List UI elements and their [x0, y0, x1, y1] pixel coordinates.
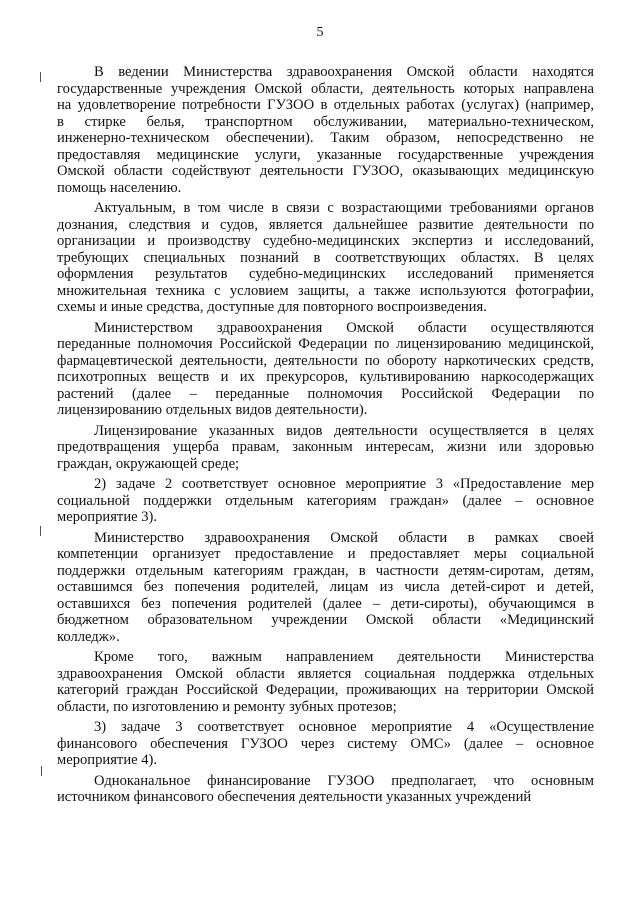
text-line: схемы и иные средства, доступные для повторного воспроизведения.: [57, 299, 487, 315]
text-line: инженерно-техническом обеспечении). Таким образом, непосредственно не: [57, 130, 594, 146]
paragraph: [57, 649, 594, 715]
text-line: помощь населению.: [57, 179, 182, 196]
text-line: В ведении Министерства здравоохранения Омской области находятся: [94, 64, 594, 80]
paragraph: [57, 773, 594, 806]
text-line: множительная техника с условием защиты, а также используются фотографии,: [57, 282, 594, 299]
paragraph: [57, 320, 594, 419]
text-line: Одноканальное финансирование ГУЗОО предполагает, что основным: [94, 772, 594, 789]
text-line: бюджетном образовательном учреждении Омской области «Медицинский: [57, 612, 594, 628]
text-line: компетенции организует предоставление и предоставляет меры социальной: [57, 546, 594, 562]
text-line: лицензированию отдельных видов деятельности).: [57, 402, 368, 418]
text-line: Министерство здравоохранения Омской области в рамках своей: [94, 529, 594, 546]
text-line: государственные учреждения Омской области, деятельность которых направлена: [57, 80, 594, 97]
paragraph: [57, 530, 594, 646]
text-line: дознания, следствия и судов, является дальнейшее развитие деятельности по: [57, 216, 594, 233]
text-line: Омской области содействуют деятельности ГУЗОО, оказывающих медицинскую: [57, 163, 594, 179]
text-line: области, по изготовлению и ремонту зубных протезов;: [57, 698, 397, 715]
paragraph: [57, 64, 594, 196]
text-line: социальной поддержки отдельным категориям граждан» (далее – основное: [57, 492, 594, 509]
text-line: оформления результатов судебно-медицинских исследований применяется: [57, 266, 594, 282]
scan-margin-mark: [40, 72, 41, 82]
document-body: [57, 64, 594, 806]
text-line: фармацевтической деятельности, деятельности по обороту наркотических средств,: [57, 352, 594, 369]
text-line: источником финансового обеспечения деятельности указанных учреждений: [57, 789, 532, 805]
text-line: оставшихся без попечения родителей (далее – дети-сироты), обучающимся в: [57, 595, 594, 612]
scan-margin-mark: [41, 766, 42, 776]
text-line: Министерством здравоохранения Омской области осуществляются: [94, 319, 594, 336]
text-line: Кроме того, важным направлением деятельности Министерства: [94, 649, 594, 665]
text-line: финансового обеспечения ГУЗОО через систему ОМС» (далее – основное: [57, 735, 594, 752]
scan-margin-mark: [40, 526, 41, 536]
text-line: категорий граждан Российской Федерации, проживающих на территории Омской: [57, 682, 594, 698]
paragraph: [57, 423, 594, 473]
text-line: на удовлетворение потребности ГУЗОО в отдельных работах (услугах) (например,: [57, 97, 594, 113]
text-line: Актуальным, в том числе в связи с возрастающими требованиями органов: [94, 200, 594, 216]
text-line: переданные полномочия Российской Федерации по лицензированию медицинской,: [57, 336, 594, 352]
text-line: предоставляя медицинские услуги, указанные государственные учреждения: [57, 146, 594, 163]
text-line: психотропных веществ и их прекурсоров, культивированию наркосодержащих: [57, 369, 594, 385]
text-line: граждан, окружающей среде;: [57, 455, 240, 472]
text-line: предотвращения ущерба правам, законным интересам, жизни или здоровью: [57, 439, 594, 455]
text-line: 2) задаче 2 соответствует основное мероприятие 3 «Предоставление мер: [94, 476, 594, 492]
paragraph: [57, 476, 594, 526]
text-line: в стирке белья, транспортном обслуживании, материально-техническом,: [57, 113, 594, 130]
text-line: оставшимся без попечения родителей, лицам из числа детей-сирот и детей,: [57, 579, 594, 595]
text-line: поддержки отдельным категориям граждан, в частности детям-сиротам, детям,: [57, 562, 594, 579]
text-line: 3) задаче 3 соответствует основное мероприятие 4 «Осуществление: [94, 719, 594, 735]
paragraph: [57, 200, 594, 316]
text-line: здравоохранения Омской области является социальная поддержка отдельных: [57, 665, 594, 682]
paragraph: [57, 719, 594, 769]
text-line: растений (далее – переданные полномочия Российской Федерации по: [57, 385, 594, 402]
text-line: организации и производству судебно-медицинских экспертиз и исследований,: [57, 233, 594, 249]
text-line: колледж».: [57, 628, 120, 645]
page-number: 5: [316, 25, 324, 40]
text-line: Лицензирование указанных видов деятельности осуществляется в целях: [94, 422, 594, 439]
text-line: требующих специальных познаний в соответствующих областях. В целях: [57, 249, 594, 266]
text-line: мероприятие 3).: [57, 509, 158, 525]
text-line: мероприятие 4).: [57, 752, 158, 768]
